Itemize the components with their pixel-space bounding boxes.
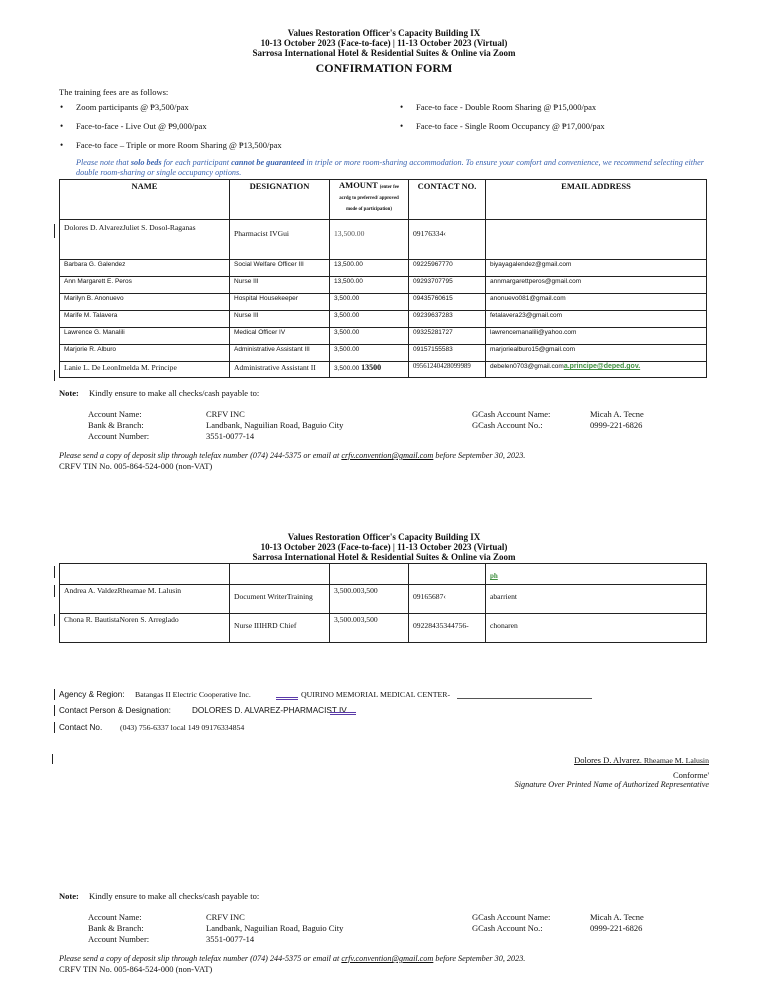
cell-amount[interactable]: 13,500.00 <box>330 277 409 294</box>
cell-contact[interactable]: 09325281727 <box>409 328 486 345</box>
header-title-2: Values Restoration Officer's Capacity Building IX <box>287 532 481 542</box>
cell-designation[interactable]: Document WriterTraining <box>230 585 330 614</box>
table-row[interactable] <box>60 260 707 277</box>
fee-item-single: • Face-to face - Single Room Occupancy @ ₱17,000/pax <box>416 121 605 131</box>
cell-email[interactable]: fetalavera23@gmail.com <box>486 311 707 328</box>
cell-amount[interactable]: 3,500.00 <box>330 311 409 328</box>
cell-name[interactable]: Marilyn B. Anonuevo <box>60 294 230 311</box>
col-designation: DESIGNATION <box>230 180 330 220</box>
cell-amount[interactable]: 3,500.00 <box>330 345 409 362</box>
col-name: NAME <box>60 180 230 220</box>
text-cursor <box>54 614 55 626</box>
cell-name[interactable]: Chona R. BautistaNoren S. Arreglado <box>60 614 230 643</box>
cell-designation[interactable]: Administrative Assistant III <box>230 345 330 362</box>
text-cursor <box>54 224 55 238</box>
table-row: ph <box>60 564 707 585</box>
table-row[interactable] <box>60 614 707 643</box>
cell-amount[interactable]: 3,500.00 <box>330 294 409 311</box>
cell-contact[interactable]: 09157155583 <box>409 345 486 362</box>
table-row[interactable] <box>60 345 707 362</box>
header-venue: Sarrosa International Hotel & Residential Suites & Online via Zoom <box>252 48 516 58</box>
col-email: EMAIL ADDRESS <box>486 180 707 220</box>
cell-contact[interactable]: 09293707795 <box>409 277 486 294</box>
cell-designation[interactable]: Nurse III <box>230 311 330 328</box>
fee-item-live-out: • Face-to-face - Live Out @ ₱9,000/pax <box>76 121 207 131</box>
agency-value[interactable]: Batangas II Electric Cooperative Inc. <box>135 690 251 699</box>
cell-name[interactable]: Ann Margarett E. Peros <box>60 277 230 294</box>
cell-amount[interactable]: 3,500.003,500 <box>330 585 409 614</box>
cell-amount[interactable]: 3,500.003,500 <box>330 614 409 643</box>
fee-item-triple: • Face-to face – Triple or more Room Sharing @ ₱13,500/pax <box>76 140 282 150</box>
cell-email[interactable]: marjoriealburo15@gmail.com <box>486 345 707 362</box>
solo-bed-note: Please note that solo beds for each participant cannot be guaranteed in triple or more room-sharing accommodation. To ensure your comfort and convenience, we recommend selecting either double room-sharing or single occupancy options. <box>76 158 704 177</box>
table-row[interactable]: Lanie L. De LeonImelda M. Principe Administrative Assistant II 3,500.00 13500 09561240428099989 debelen0703@gmail.coma.principe@deped.gov. <box>60 362 707 378</box>
cell-designation[interactable]: Nurse III <box>230 277 330 294</box>
cell-designation[interactable]: Medical Officer IV <box>230 328 330 345</box>
cell-designation[interactable]: Social Welfare Officer III <box>230 260 330 277</box>
cell-contact[interactable]: 09165687‹ <box>409 585 486 614</box>
cell-contact[interactable]: 09239637283 <box>409 311 486 328</box>
table-row[interactable] <box>60 277 707 294</box>
text-cursor <box>54 585 55 597</box>
table-header-row <box>60 180 707 220</box>
table-row[interactable] <box>60 328 707 345</box>
header-title: Values Restoration Officer's Capacity Building IX <box>287 28 481 38</box>
cell-contact[interactable]: 09225967770 <box>409 260 486 277</box>
cell-name[interactable]: Lawrence G. Manalili <box>60 328 230 345</box>
cell-email[interactable]: chonaren <box>486 614 707 643</box>
signatory-2: . Rheamae M. Lalusin <box>639 756 709 765</box>
cell-contact[interactable]: 09435760615 <box>409 294 486 311</box>
cell-amount[interactable]: 13,500.00 <box>330 260 409 277</box>
table-row[interactable] <box>60 294 707 311</box>
form-title: CONFIRMATION FORM <box>315 61 453 75</box>
col-amount: AMOUNT (enter fee acrdg to preferred/ approved mode of participation) <box>330 180 409 220</box>
cell-designation[interactable]: Hospital Housekeeper <box>230 294 330 311</box>
cell-email[interactable]: anonuevo081@gmail.com <box>486 294 707 311</box>
cell-email[interactable]: biyayagalendez@gmail.com <box>486 260 707 277</box>
contact-person-value[interactable]: DOLORES D. ALVAREZ-PHARMACIST IV <box>192 706 347 715</box>
text-cursor <box>54 566 55 578</box>
col-contact: CONTACT NO. <box>409 180 486 220</box>
agency-value-2[interactable]: QUIRINO MEMORIAL MEDICAL CENTER- <box>301 690 451 699</box>
header-dates: 10-13 October 2023 (Face-to-face) | 11-13 October 2023 (Virtual) <box>260 38 508 48</box>
header-venue-2: Sarrosa International Hotel & Residential Suites & Online via Zoom <box>252 552 516 562</box>
text-cursor <box>54 370 55 381</box>
cell-name[interactable]: Barbara G. Galendez <box>60 260 230 277</box>
table-row[interactable] <box>60 311 707 328</box>
cell-name[interactable]: Andrea A. ValdezRheamae M. Lalusin <box>60 585 230 614</box>
signatory-1: Dolores D. Alvarez <box>574 755 640 765</box>
cell-email[interactable]: annmargarettperos@gmail.com <box>486 277 707 294</box>
cell-email[interactable]: abarrient <box>486 585 707 614</box>
header-dates-2: 10-13 October 2023 (Face-to-face) | 11-13 October 2023 (Virtual) <box>260 542 508 552</box>
fees-intro: The training fees are as follows: <box>59 87 169 97</box>
cell-contact[interactable]: 09228435344756- <box>409 614 486 643</box>
cell-name[interactable]: Marife M. Talavera <box>60 311 230 328</box>
fee-item-zoom: • Zoom participants @ ₱3,500/pax <box>76 102 189 112</box>
cell-name[interactable]: Marjorie R. Alburo <box>60 345 230 362</box>
participants-table-2 <box>59 563 707 643</box>
table-row[interactable] <box>60 585 707 614</box>
cell-designation[interactable]: Nurse IIIHRD Chief <box>230 614 330 643</box>
contact-no-value[interactable]: (043) 756-6337 local 149 09176334854 <box>120 723 245 732</box>
participants-table <box>59 179 707 378</box>
table-row[interactable]: Dolores D. AlvarezJuliet S. Dosol-Raganas Pharmacist IVGui 13,500.00 09176334‹ <box>60 220 707 260</box>
cell-amount[interactable]: 3,500.00 <box>330 328 409 345</box>
fee-item-double: • Face-to face - Double Room Sharing @ ₱15,000/pax <box>416 102 596 112</box>
cell-email[interactable]: lawrencemanalili@yahoo.com <box>486 328 707 345</box>
